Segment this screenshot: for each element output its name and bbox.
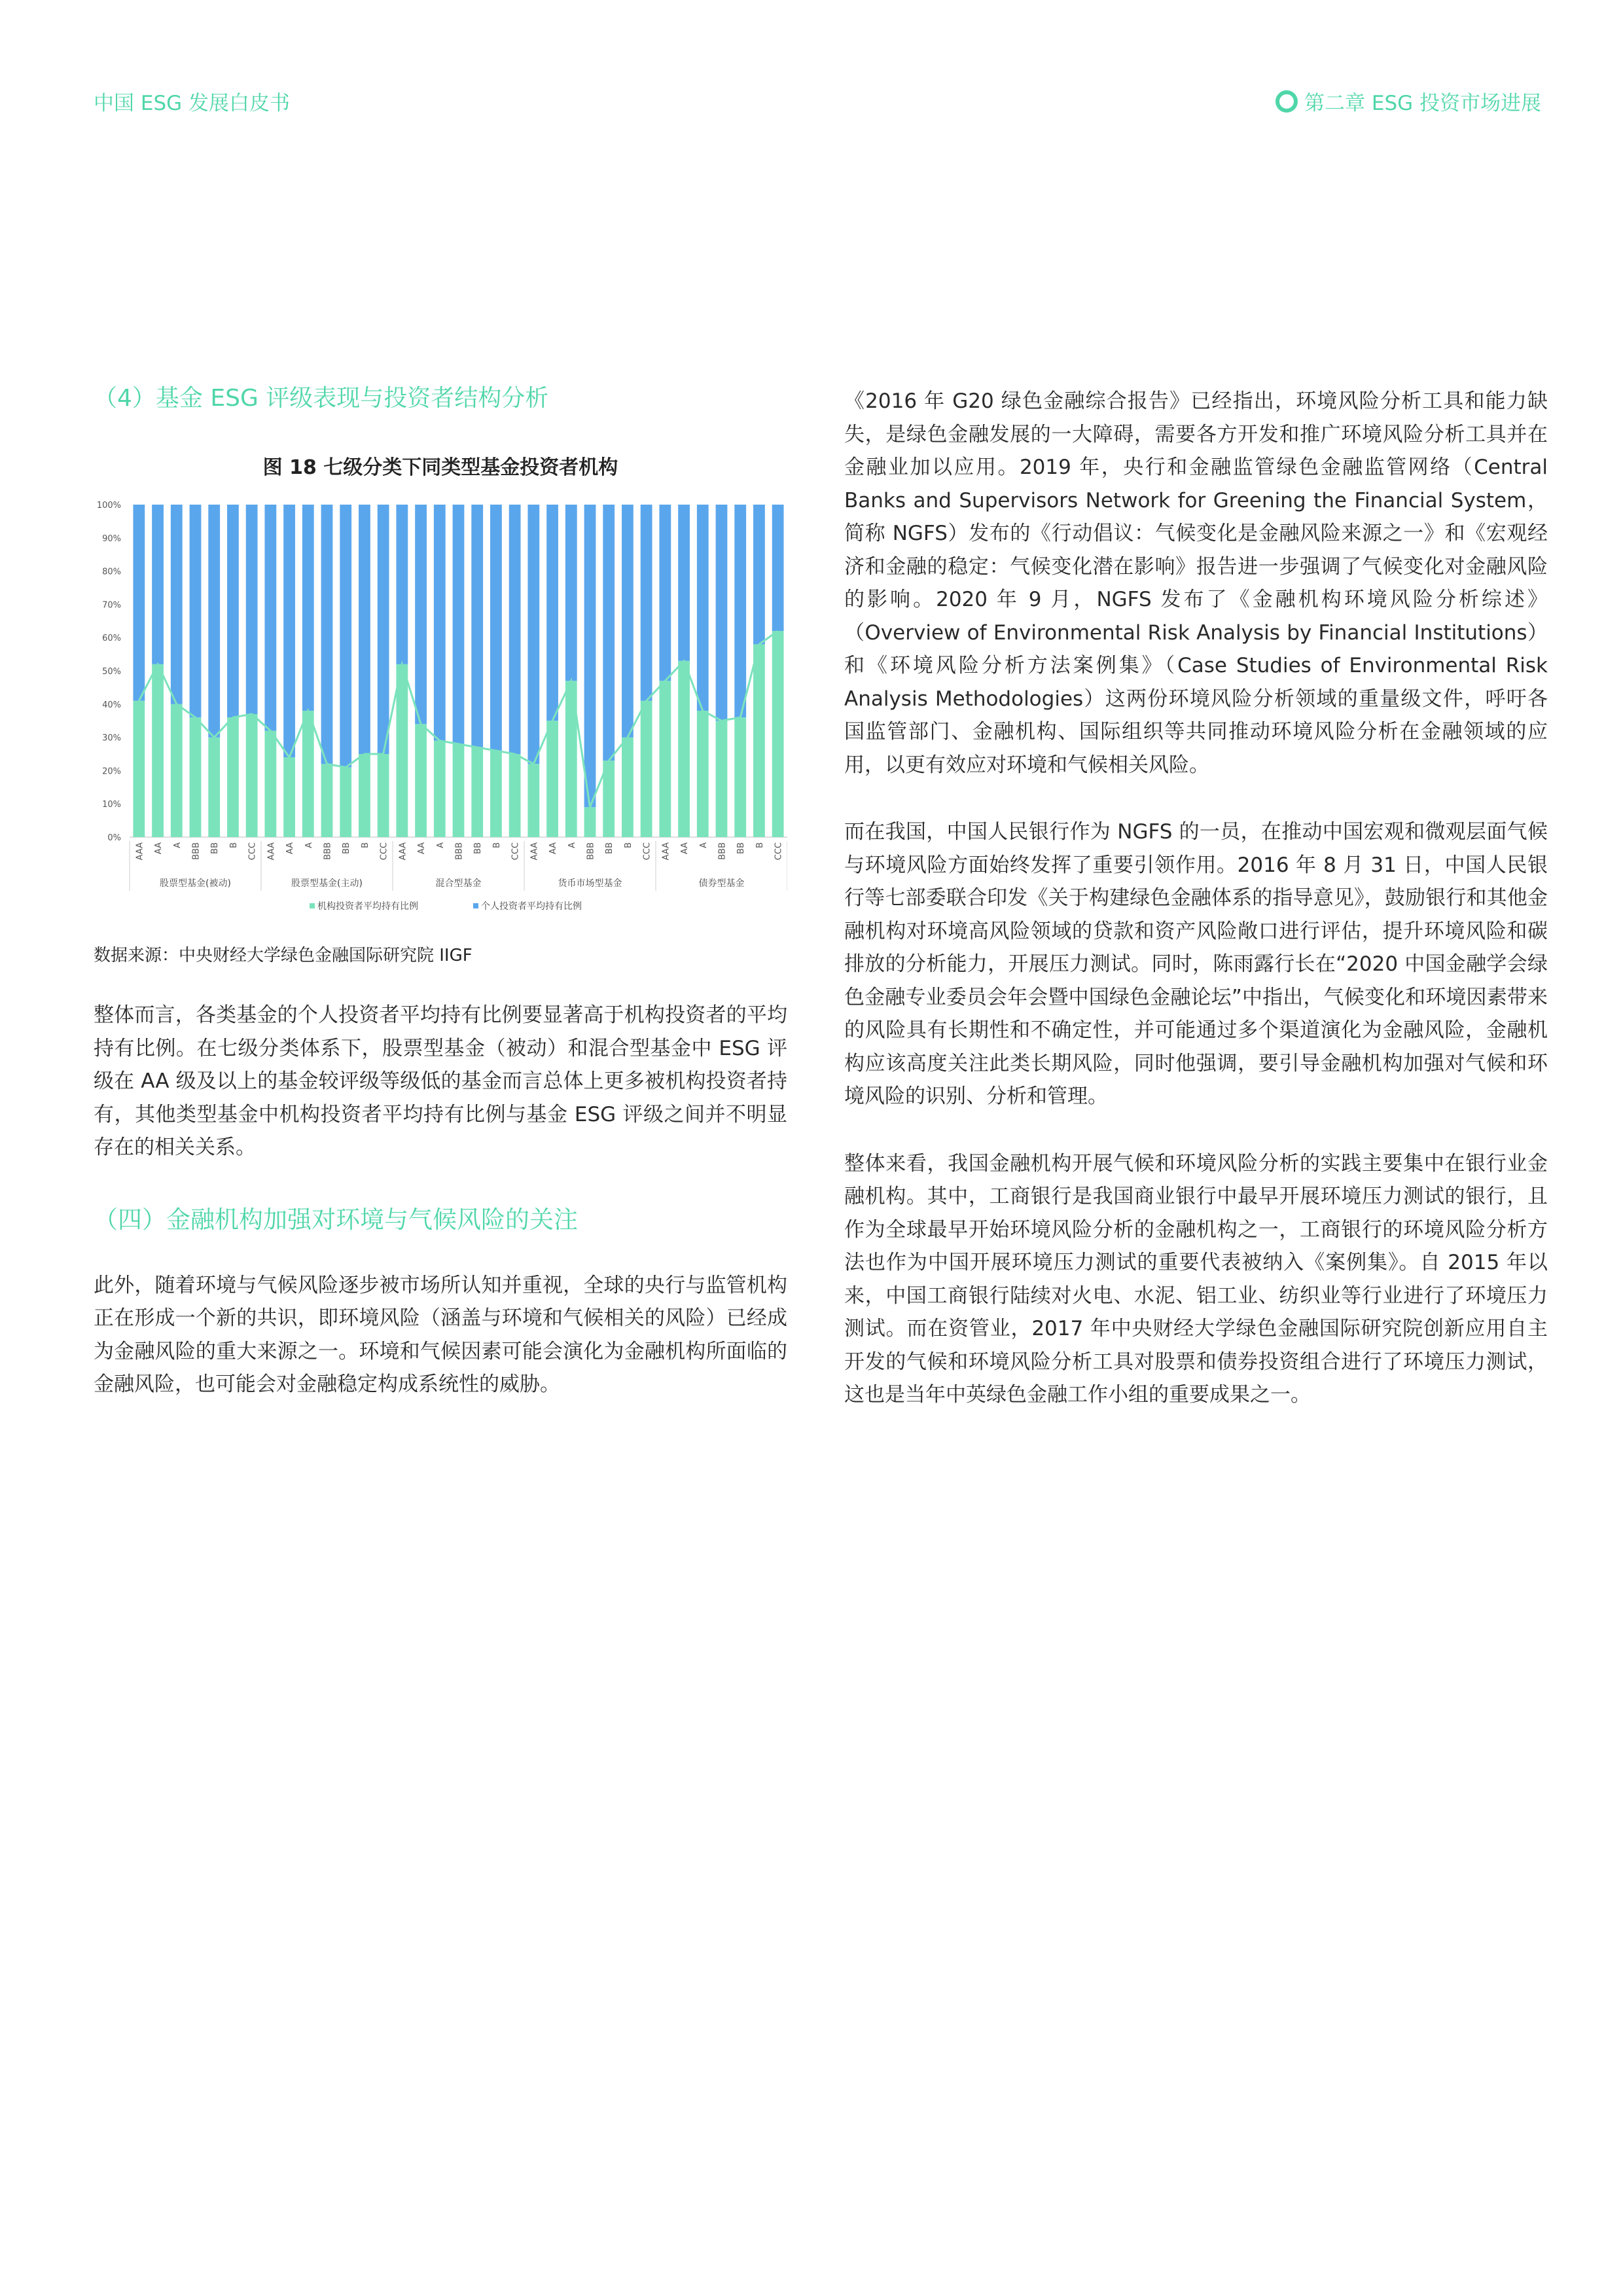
subsection-heading: （4）基金 ESG 评级表现与投资者结构分析: [94, 385, 549, 412]
bar-individual: [283, 505, 295, 757]
bar-individual: [152, 505, 164, 664]
bar-institutional: [434, 741, 446, 837]
bar-individual: [190, 505, 202, 717]
paragraph: 此外，随着环境与气候风险逐步被市场所认知并重视，全球的央行与监管机构正在形成一个新的共识，即环境风险（涵盖与环境和气候相关的风险）已经成为金融风险的重大来源之一。环境和气候因素可能会演化为金融机构所面临的金融风险，也可能会对金融稳定构成系统性的威胁。: [94, 1273, 787, 1396]
bar-individual: [340, 505, 351, 767]
x-tick-label: CCC: [642, 842, 652, 861]
bar-individual: [678, 505, 690, 661]
y-tick-label: 0%: [107, 833, 121, 843]
bar-individual: [641, 505, 652, 701]
x-tick-label: A: [567, 842, 577, 848]
bar-individual: [321, 505, 333, 764]
bar-institutional: [527, 764, 539, 837]
bar-individual: [396, 505, 408, 664]
bar-individual: [434, 505, 446, 741]
bar-institutional: [546, 721, 558, 837]
x-tick-label: A: [172, 842, 183, 848]
x-tick-label: B: [755, 842, 765, 848]
bar-institutional: [716, 721, 728, 837]
bar-institutional: [227, 717, 239, 837]
bar-individual: [302, 505, 314, 711]
legend-swatch-individual: [473, 903, 478, 908]
group-label: 货币市场型基金: [558, 878, 622, 889]
bar-institutional: [622, 738, 633, 837]
y-tick-label: 100%: [96, 501, 121, 511]
bar-institutional: [359, 754, 370, 837]
x-tick-label: B: [360, 842, 370, 848]
bar-institutional: [453, 744, 465, 837]
bar-institutional: [283, 757, 295, 837]
y-tick-label: 60%: [102, 634, 121, 644]
legend-label-individual: 个人投资者平均持有比例: [481, 901, 582, 912]
bar-individual: [490, 505, 502, 751]
x-tick-label: A: [435, 842, 446, 848]
section-heading: （四）金融机构加强对环境与气候风险的关注: [94, 1205, 578, 1234]
bar-institutional: [378, 754, 389, 837]
bar-institutional: [208, 738, 220, 837]
bar-institutional: [753, 644, 765, 837]
bar-individual: [359, 505, 370, 754]
bar-individual: [246, 505, 258, 714]
y-tick-label: 10%: [102, 800, 121, 810]
paragraph: 而在我国，中国人民银行作为 NGFS 的一员，在推动中国宏观和微观层面气候与环境风险方面始终发挥了重要引领作用。2016 年 8 月 31 日，中国人民银行等七部委联合印发《关于构建绿色金融体系的指导意见》，鼓励银行和其他金融机构对环境高风险领域的贷款和资产风险敞口进行评估，提升环境风险和碳排放的分析能力，开展压力测试。同时，陈雨露行长在“2020 中国金融学会绿色金融专业委员会年会暨中国绿色金融论坛”中指出，气候变化和环境因素带来的风险具有长期性和不确定性，并可能通过多个渠道演化为金融风险，金融机构应该高度关注此类长期风险，同时他强调，要引导金融机构加强对气候和环境风险的识别、分析和管理。: [844, 820, 1548, 1108]
bar-institutional: [396, 664, 408, 837]
x-tick-label: B: [228, 842, 239, 848]
x-tick-label: BB: [210, 842, 221, 854]
y-tick-label: 20%: [102, 766, 121, 777]
bar-institutional: [509, 754, 521, 837]
figure-title: 图 18 七级分类下同类型基金投资者机构: [262, 456, 618, 479]
bar-individual: [546, 505, 558, 721]
y-tick-label: 80%: [102, 567, 121, 577]
group-label: 债券型基金: [698, 878, 745, 889]
bar-individual: [227, 505, 239, 717]
bar-individual: [565, 505, 577, 681]
header-chapter: [1275, 86, 1541, 116]
bar-institutional: [415, 724, 427, 837]
left-column: [94, 380, 787, 1401]
bar-institutional: [471, 747, 483, 837]
bar-individual: [208, 505, 220, 738]
bar-individual: [378, 505, 389, 754]
paragraph: 整体而言，各类基金的个人投资者平均持有比例要显著高于机构投资者的平均持有比例。在七级分类体系下，股票型基金（被动）和混合型基金中 ESG 评级在 AA 级及以上的基金较评级等级低的基金而言总体上更多被机构投资者持有，其他类型基金中机构投资者平均持有比例与基金 ESG 评级之间并不明显存在的相关关系。: [94, 1003, 787, 1159]
bar-individual: [133, 505, 145, 701]
bar-individual: [584, 505, 596, 807]
bar-individual: [603, 505, 615, 761]
x-tick-label: AAA: [661, 842, 671, 861]
bar-institutional: [340, 767, 351, 837]
x-tick-label: B: [623, 842, 633, 848]
bar-individual: [527, 505, 539, 764]
bar-institutional: [772, 631, 784, 837]
group-label: 混合型基金: [435, 878, 482, 889]
x-tick-label: AA: [680, 842, 690, 855]
y-tick-label: 30%: [102, 733, 121, 744]
x-tick-label: BB: [473, 842, 484, 854]
group-label: 股票型基金(被动): [160, 878, 231, 889]
x-tick-label: A: [698, 842, 709, 848]
bar-institutional: [659, 681, 671, 837]
y-tick-label: 50%: [102, 667, 121, 677]
bar-institutional: [302, 711, 314, 837]
bar-institutional: [264, 730, 276, 837]
x-tick-label: BB: [605, 842, 615, 854]
x-tick-label: A: [304, 842, 314, 848]
stacked-bar-chart: [94, 499, 787, 925]
bar-institutional: [171, 704, 183, 837]
x-tick-label: BB: [342, 842, 352, 854]
bar-institutional: [152, 664, 164, 837]
paragraph: 整体来看，我国金融机构开展气候和环境风险分析的实践主要集中在银行业金融机构。其中，工商银行是我国商业银行中最早开展环境压力测试的银行，且作为全球最早开始环境风险分析的金融机构之一，工商银行的环境风险分析方法也作为中国开展环境压力测试的重要代表被纳入《案例集》。自 2015 年以来，中国工商银行陆续对火电、水泥、铝工业、纺织业等行业进行了环境压力测试。而在资管业，2017 年中央财经大学绿色金融国际研究院创新应用自主开发的气候和环境风险分析工具对股票和债券投资组合进行了环境压力测试，这也是当年中英绿色金融工作小组的重要成果之一。: [844, 1151, 1548, 1407]
x-tick-label: AA: [548, 842, 559, 855]
x-tick-label: AAA: [135, 842, 145, 861]
x-tick-label: CCC: [247, 842, 258, 861]
bar-individual: [622, 505, 633, 738]
bar-institutional: [678, 661, 690, 837]
x-tick-label: BBB: [454, 842, 465, 860]
bar-institutional: [584, 807, 596, 837]
x-tick-label: CCC: [774, 842, 784, 861]
bar-individual: [659, 505, 671, 681]
bar-individual: [171, 505, 183, 704]
bar-institutional: [321, 764, 333, 837]
bar-institutional: [641, 701, 652, 837]
bar-institutional: [734, 717, 746, 837]
bar-individual: [264, 505, 276, 730]
x-tick-label: AA: [417, 842, 427, 855]
bar-institutional: [490, 751, 502, 837]
x-tick-label: BB: [736, 842, 747, 854]
x-tick-label: AAA: [398, 842, 408, 861]
header-chapter-label: 第二章 ESG 投资市场进展: [1304, 92, 1541, 115]
x-tick-label: CCC: [510, 842, 521, 861]
bar-individual: [734, 505, 746, 717]
bar-individual: [415, 505, 427, 724]
bar-individual: [471, 505, 483, 747]
group-label: 股票型基金(主动): [291, 878, 363, 889]
legend-label-institutional: 机构投资者平均持有比例: [317, 901, 418, 912]
y-tick-label: 70%: [102, 600, 121, 611]
bar-individual: [772, 505, 784, 631]
bar-individual: [753, 505, 765, 644]
ring-icon: [1275, 90, 1298, 113]
paragraph: 《2016 年 G20 绿色金融综合报告》已经指出，环境风险分析工具和能力缺失，是绿色金融发展的一大障碍，需要各方开发和推广环境风险分析工具并在金融业加以应用。2019 年，央行和金融监管绿色金融监管网络（Central Banks and Supervisors Network for Greening the Financial System，简称 NGFS）发布的《行动倡议：气候变化是金融风险来源之一》和《宏观经济和金融的稳定：气候变化潜在影响》报告进一步强调了气候变化对金融风险的影响。2020 年 9 月，NGFS 发布了《金融机构环境风险分析综述》（Overview of Environmental Risk Analysis by Financial Institutions）和《环境风险分析方法案例集》（Case Studies of Environmental Risk Analysis Methodologies）这两份环境风险分析领域的重量级文件，呼吁各国监管部门、金融机构、国际组织等共同推动环境风险分析在金融领域的应用，以更有效应对环境和气候相关风险。: [844, 389, 1548, 777]
x-tick-label: AA: [154, 842, 164, 855]
legend-swatch-institutional: [310, 903, 315, 908]
x-tick-label: BBB: [586, 842, 596, 860]
x-tick-label: BBB: [717, 842, 728, 860]
y-tick-label: 90%: [102, 533, 121, 544]
bar-institutional: [190, 717, 202, 837]
x-tick-label: AAA: [529, 842, 540, 861]
bar-individual: [716, 505, 728, 721]
bar-individual: [509, 505, 521, 754]
x-tick-label: B: [491, 842, 502, 848]
right-column: [844, 385, 1548, 1412]
x-tick-label: AA: [285, 842, 296, 855]
bar-institutional: [133, 701, 145, 837]
data-source: 数据来源：中央财经大学绿色金融国际研究院 IIGF: [94, 946, 473, 965]
bar-institutional: [697, 711, 709, 837]
x-tick-label: BBB: [191, 842, 202, 860]
x-tick-label: AAA: [266, 842, 277, 861]
x-tick-label: CCC: [379, 842, 389, 861]
bar-individual: [697, 505, 709, 711]
y-tick-label: 40%: [102, 700, 121, 710]
header-title: 中国 ESG 发展白皮书: [94, 92, 290, 115]
x-tick-label: BBB: [323, 842, 333, 860]
bar-institutional: [246, 714, 258, 837]
bar-individual: [453, 505, 465, 744]
